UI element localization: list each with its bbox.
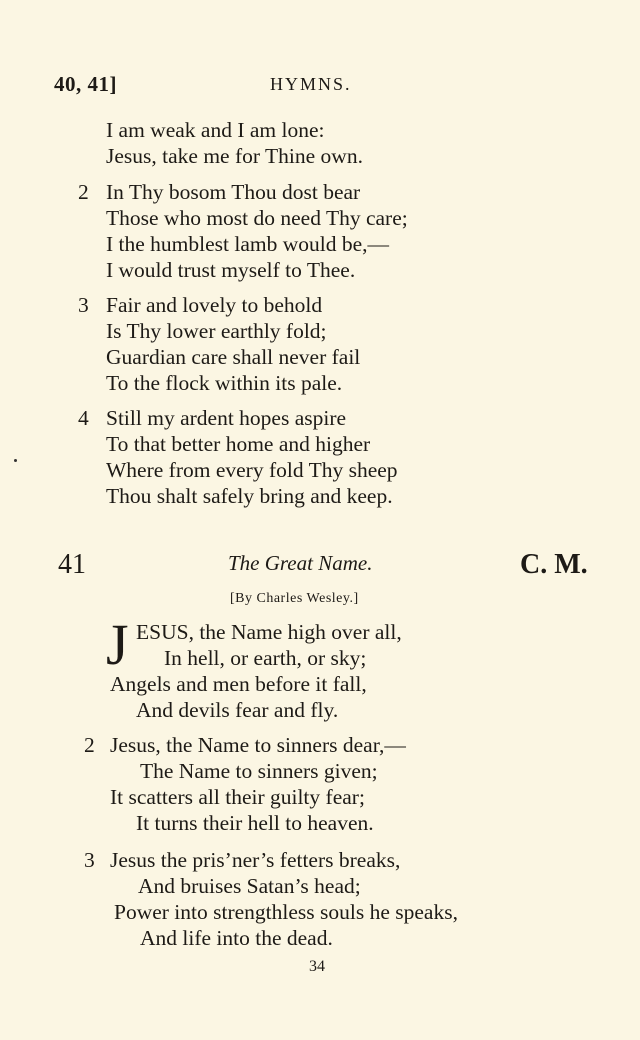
verse-number: 3 xyxy=(78,293,89,317)
verse-line: I would trust myself to Thee. xyxy=(106,258,356,282)
hymn-meter: C. M. xyxy=(520,549,588,580)
verse-line: And life into the dead. xyxy=(140,926,333,950)
running-head: HYMNS. xyxy=(270,74,352,94)
verse-line: Where from every fold Thy sheep xyxy=(106,458,398,482)
page-number: 34 xyxy=(309,958,325,975)
header-hymn-numbers: 40, 41] xyxy=(54,72,117,96)
drop-cap: J xyxy=(106,612,129,677)
verse-line: It scatters all their guilty fear; xyxy=(110,785,365,809)
hymn-title: The Great Name. xyxy=(228,551,373,575)
verse-line: Thou shalt safely bring and keep. xyxy=(106,484,393,508)
verse-line: Guardian care shall never fail xyxy=(106,345,361,369)
verse-line: To that better home and higher xyxy=(106,432,371,456)
verse-line: It turns their hell to heaven. xyxy=(136,811,374,835)
verse-line: ESUS, the Name high over all, xyxy=(136,620,402,644)
verse-number: 3 xyxy=(84,848,95,872)
verse-line: To the flock within its pale. xyxy=(106,371,343,395)
hymn-number: 41 xyxy=(58,549,86,580)
verse-line: In hell, or earth, or sky; xyxy=(164,646,367,670)
verse-line: Jesus, the Name to sinners dear,— xyxy=(110,733,406,757)
verse-line: In Thy bosom Thou dost bear xyxy=(106,180,361,204)
verse-number: 4 xyxy=(78,406,89,430)
hymn-author: [By Charles Wesley.] xyxy=(230,591,359,606)
ink-speck xyxy=(14,459,17,462)
verse-line: Is Thy lower earthly fold; xyxy=(106,319,327,343)
verse-line: Still my ardent hopes aspire xyxy=(106,406,347,430)
verse-line: Angels and men before it fall, xyxy=(110,672,367,696)
verse-number: 2 xyxy=(78,180,89,204)
verse-line: Those who most do need Thy care; xyxy=(106,206,408,230)
verse-line: And bruises Satan’s head; xyxy=(138,874,361,898)
verse-line: Power into strengthless souls he speaks, xyxy=(114,900,458,924)
verse-line: I the humblest lamb would be,— xyxy=(106,232,390,256)
verse-line: The Name to sinners given; xyxy=(140,759,378,783)
verse-line: I am weak and I am lone: xyxy=(106,118,325,142)
verse-line: And devils fear and fly. xyxy=(136,698,339,722)
verse-line: Jesus, take me for Thine own. xyxy=(106,144,363,168)
verse-line: Jesus the pris’ner’s fetters breaks, xyxy=(110,848,401,872)
verse-line: Fair and lovely to behold xyxy=(106,293,323,317)
verse-number: 2 xyxy=(84,733,95,757)
